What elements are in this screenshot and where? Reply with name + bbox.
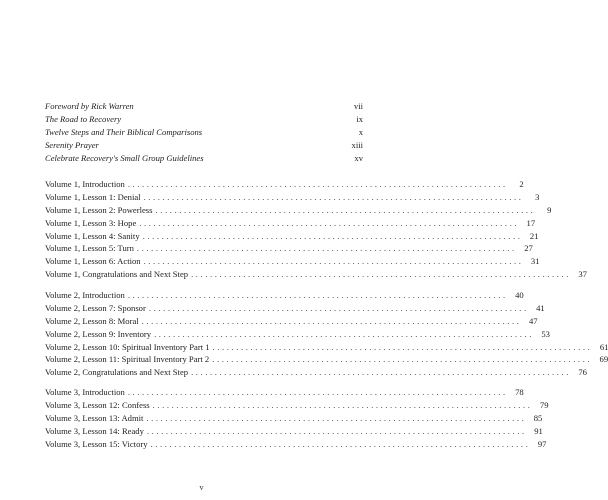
dot-leader: ................................................................................	[142, 230, 523, 241]
entry-page: 40	[515, 290, 524, 300]
volume-3-list	[45, 386, 549, 450]
toc-entry	[45, 139, 363, 152]
dot-leader: ................................................................................	[127, 290, 508, 300]
entry-page: 97	[537, 438, 547, 449]
toc-entry	[45, 217, 536, 230]
entry-page: 76	[578, 367, 587, 378]
dot-leader: ................................................................................	[146, 425, 527, 436]
entry-title: Foreword by Rick Warren	[45, 101, 134, 111]
toc-entry	[45, 126, 363, 139]
entry-title: Volume 1, Lesson 1: Denial	[45, 191, 141, 202]
toc-entry	[45, 289, 524, 302]
entry-title: Volume 1, Lesson 4: Sanity	[45, 230, 140, 241]
toc-entry	[45, 438, 547, 451]
toc-entry	[45, 412, 543, 425]
entry-page: ix	[356, 113, 363, 124]
toc-entry	[45, 386, 524, 399]
toc-entry	[45, 315, 538, 328]
entry-title: Volume 1, Lesson 5: Turn	[45, 243, 134, 254]
toc-entry	[45, 152, 363, 165]
front-matter-list	[45, 100, 363, 164]
volume-1-list	[45, 178, 587, 281]
dot-leader: ................................................................................	[146, 412, 527, 423]
dot-leader: ................................................................................	[139, 217, 520, 228]
dot-leader: ................................................................................	[143, 256, 524, 267]
entry-page: 91	[534, 425, 543, 436]
entry-page: 27	[524, 243, 533, 254]
entry-page: x	[358, 126, 363, 137]
entry-title: Volume 2, Lesson 10: Spiritual Inventory Part 1	[45, 341, 210, 352]
entry-title: Volume 1, Introduction	[45, 179, 125, 189]
toc-entry	[45, 302, 545, 315]
toc-entry	[45, 230, 539, 243]
toc-entry	[45, 399, 549, 412]
toc-entry	[45, 178, 524, 191]
entry-page: 61	[599, 341, 608, 352]
entry-title: Volume 2, Lesson 8: Moral	[45, 315, 139, 326]
entry-page: 78	[515, 387, 524, 397]
entry-title: Volume 1, Lesson 6: Action	[45, 256, 141, 267]
entry-title: Volume 3, Lesson 12: Confess	[45, 399, 150, 410]
dot-leader: ................................................................................	[155, 204, 536, 215]
dot-leader: ................................................................................	[148, 302, 529, 313]
toc-entry	[45, 328, 550, 341]
entry-title: Serenity Prayer	[45, 139, 99, 150]
entry-page: 69	[599, 354, 608, 365]
toc-entry	[45, 242, 533, 255]
entry-page: 53	[541, 328, 550, 339]
dot-leader: ................................................................................	[150, 438, 531, 449]
toc-entry	[45, 341, 608, 354]
entry-title: Volume 3, Lesson 14: Ready	[45, 425, 144, 436]
entry-page: 41	[536, 302, 545, 313]
dot-leader: ................................................................................	[154, 328, 534, 339]
dot-leader: ................................................................................	[191, 367, 571, 378]
entry-title: Volume 2, Lesson 11: Spiritual Inventory Part 2	[45, 354, 210, 365]
entry-page: 17	[526, 217, 536, 228]
dot-leader: ................................................................................	[127, 179, 508, 189]
dot-leader: ................................................................................	[212, 354, 593, 365]
entry-title: Volume 2, Lesson 9: Inventory	[45, 328, 152, 339]
toc-entry	[45, 255, 540, 268]
dot-leader: ................................................................................	[212, 341, 593, 352]
entry-title: Volume 3, Lesson 13: Admit	[45, 412, 144, 423]
toc-entry	[45, 191, 540, 204]
entry-page: 3	[535, 191, 540, 202]
entry-page: 85	[533, 412, 543, 423]
dot-leader: ................................................................................	[143, 191, 524, 202]
entry-title: Volume 3, Introduction	[45, 387, 125, 397]
toc-entry	[45, 366, 587, 379]
entry-page: 79	[539, 399, 549, 410]
entry-title: Volume 2, Lesson 7: Sponsor	[45, 302, 146, 313]
entry-title: Volume 2, Congratulations and Next Step	[45, 367, 189, 378]
entry-page: 21	[529, 230, 539, 241]
entry-page: 37	[578, 269, 587, 280]
entry-title: Volume 1, Lesson 3: Hope	[45, 217, 137, 228]
toc-entry	[45, 425, 543, 438]
toc-entry	[45, 268, 587, 281]
page-number: v	[199, 482, 204, 492]
toc-entry	[45, 353, 608, 366]
entry-title: Volume 1, Lesson 2: Powerless	[45, 204, 153, 215]
entry-page: vii	[353, 101, 363, 111]
toc-entry	[45, 204, 552, 217]
dot-leader: ................................................................................	[141, 315, 522, 326]
dot-leader: ................................................................................	[152, 399, 533, 410]
entry-page: xiii	[351, 139, 363, 150]
dot-leader: ................................................................................	[127, 387, 508, 397]
entry-page: 2	[519, 179, 524, 189]
entry-title: Celebrate Recovery's Small Group Guidelines	[45, 152, 204, 163]
volume-2-list	[45, 289, 608, 379]
dot-leader: ................................................................................	[191, 269, 571, 280]
entry-title: The Road to Recovery	[45, 113, 122, 124]
dot-leader: ................................................................................	[136, 243, 517, 254]
entry-page: 31	[530, 256, 540, 267]
entry-title: Volume 2, Introduction	[45, 290, 125, 300]
entry-page: xv	[354, 152, 363, 163]
entry-title: Volume 3, Lesson 15: Victory	[45, 438, 148, 449]
entry-title: Volume 1, Congratulations and Next Step	[45, 269, 189, 280]
entry-title: Twelve Steps and Their Biblical Comparisons	[45, 126, 203, 137]
entry-page: 47	[528, 315, 538, 326]
toc-entry	[45, 113, 363, 126]
entry-page: 9	[547, 204, 552, 215]
toc-entry	[45, 100, 363, 113]
